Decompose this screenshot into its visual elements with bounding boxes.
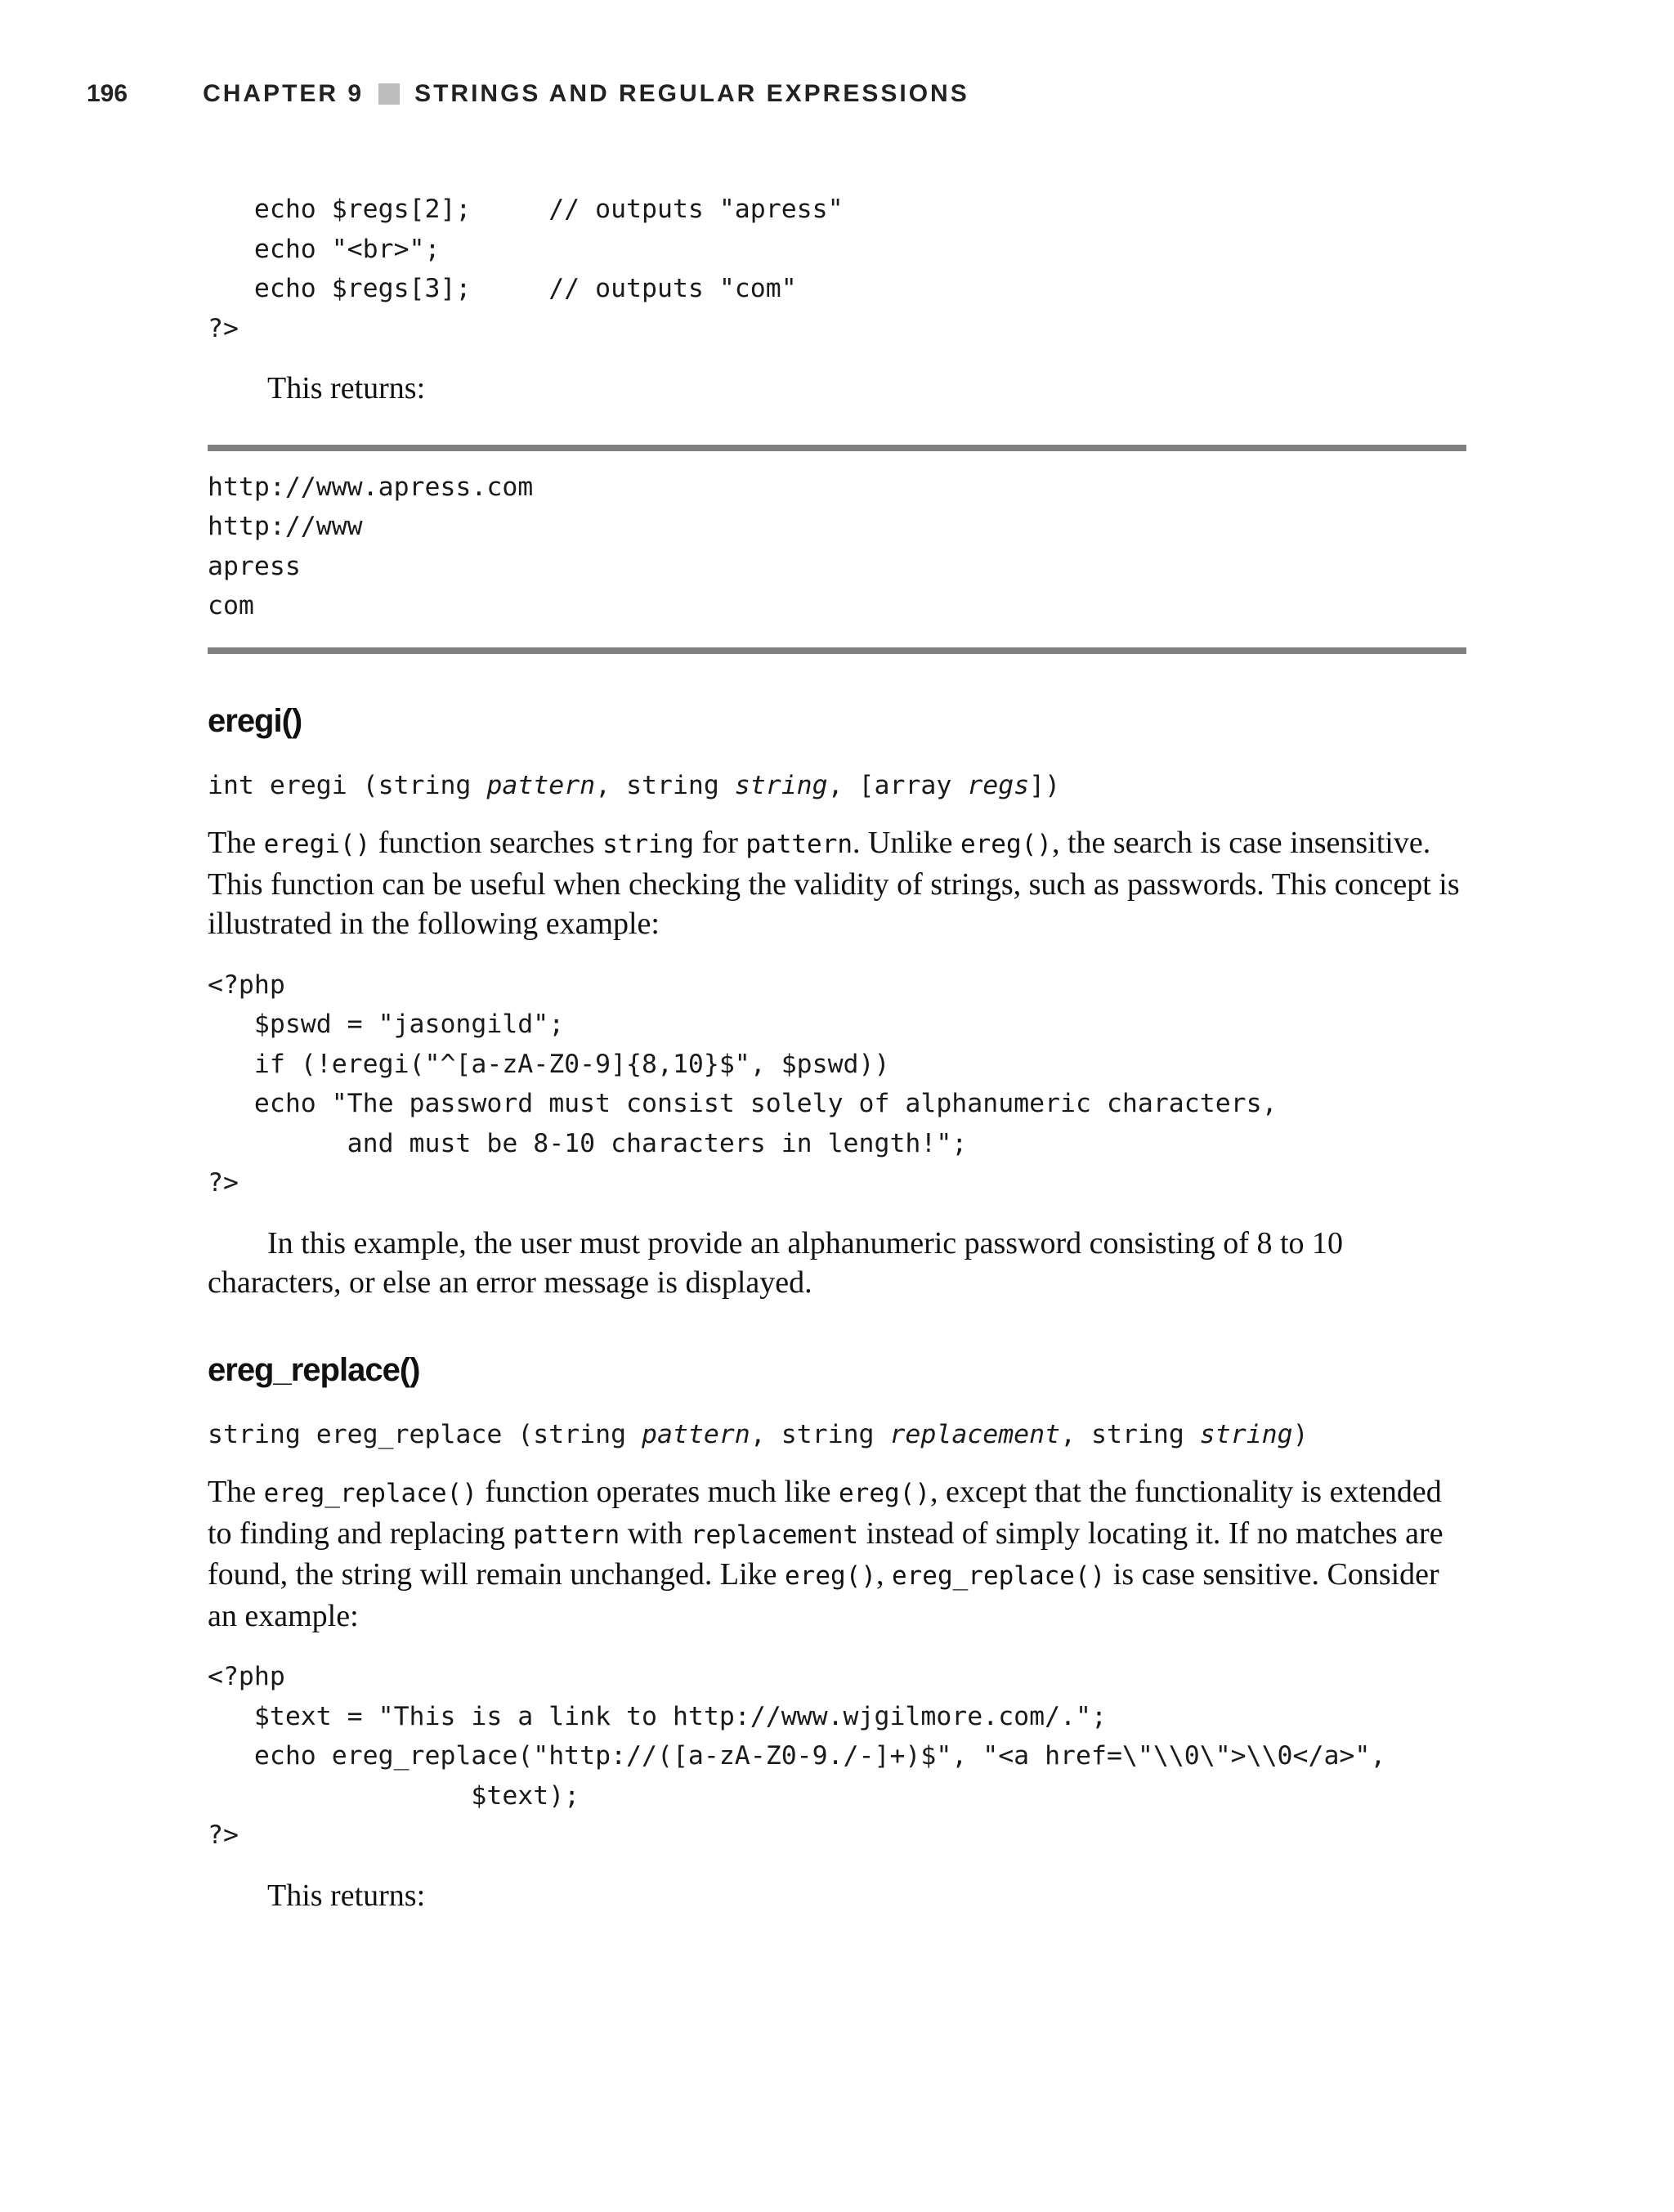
code-line: and must be 8-10 characters in length!"; xyxy=(208,1128,968,1158)
code-line: $text = "This is a link to http://www.wjgilmore.com/."; xyxy=(208,1701,1107,1731)
desc-text: The xyxy=(208,826,264,860)
code-block-eregi xyxy=(208,965,1466,1203)
sig-param: replacement xyxy=(889,1419,1061,1449)
sig-param: string xyxy=(1199,1419,1293,1449)
sig-param: string xyxy=(734,770,828,800)
desc-text: is case sensitive. Consider an example: xyxy=(208,1557,1439,1633)
code-line: $text); xyxy=(208,1780,580,1811)
sig-text: int eregi (string xyxy=(208,770,487,800)
inline-code: pattern xyxy=(512,1520,620,1550)
output-line: http://www xyxy=(208,512,363,541)
sig-text: , string xyxy=(1060,1419,1200,1449)
sig-param: pattern xyxy=(486,770,596,800)
code-line: ?> xyxy=(208,1820,239,1850)
code-line: echo "<br>"; xyxy=(208,234,441,264)
eregi-explanation: In this example, the user must provide an alphanumeric password consisting of 8 to 10 characters, or else an error message is displayed. xyxy=(208,1225,1344,1300)
output-line: http://www.apress.com xyxy=(208,472,534,502)
inline-code: ereg() xyxy=(960,830,1052,859)
desc-text: The xyxy=(208,1475,264,1509)
desc-text: with xyxy=(620,1516,691,1551)
code-line: echo "The password must consist solely of alphanumeric characters, xyxy=(208,1089,1278,1118)
sig-text: , string xyxy=(595,770,735,800)
inline-code: pattern xyxy=(745,830,853,859)
eregi-description xyxy=(208,823,1466,944)
code-line: <?php xyxy=(208,1662,285,1691)
section-heading-ereg-replace: ereg_replace() xyxy=(208,1351,420,1388)
chapter-title: STRINGS AND REGULAR EXPRESSIONS xyxy=(414,80,969,107)
code-line: ?> xyxy=(208,1168,239,1198)
code-block-top xyxy=(208,190,1466,348)
inline-code: eregi() xyxy=(263,830,371,859)
code-block-ereg-replace xyxy=(208,1657,1466,1856)
sig-text: ) xyxy=(1292,1419,1309,1449)
inline-code: ereg_replace() xyxy=(263,1479,477,1508)
output-line: apress xyxy=(208,551,301,581)
code-line: echo $regs[2]; // outputs "apress" xyxy=(208,195,844,224)
sig-text: string ereg_replace (string xyxy=(208,1419,642,1449)
desc-text: , the search is case insensitive. This function can be useful when checking the validity of strings, such as passwords. This concept is illustrated in the following example: xyxy=(208,826,1460,941)
desc-text: function operates much like xyxy=(477,1475,839,1509)
code-line: echo $regs[3]; // outputs "com" xyxy=(208,274,797,303)
desc-text: instead of simply locating it. If no matches are found, the string will remain unchanged. Like xyxy=(208,1516,1443,1592)
inline-code: string xyxy=(602,830,695,859)
desc-text: , except that the functionality is extended to finding and replacing xyxy=(208,1475,1442,1551)
page-content xyxy=(208,190,1466,1915)
returns-text-1: This returns: xyxy=(267,371,426,405)
desc-text: function searches xyxy=(370,826,603,860)
code-line: $pswd = "jasongild"; xyxy=(208,1010,565,1039)
running-header xyxy=(87,80,969,108)
output-block-1 xyxy=(208,468,1466,626)
sig-param: regs xyxy=(967,770,1030,800)
returns-text-2: This returns: xyxy=(267,1878,426,1913)
code-line: echo ereg_replace("http://([a-zA-Z0-9./-]+)$", "<a href=\"\\0\">\\0</a>", xyxy=(208,1741,1386,1771)
chapter-label: CHAPTER 9 xyxy=(203,80,365,107)
ereg-replace-description xyxy=(208,1472,1466,1636)
desc-text: , xyxy=(875,1557,892,1592)
function-signature-eregi xyxy=(208,766,1466,806)
page-number: 196 xyxy=(87,80,128,107)
sig-text: , string xyxy=(750,1419,890,1449)
inline-code: ereg() xyxy=(839,1479,930,1508)
inline-code: replacement xyxy=(690,1520,859,1550)
code-line: <?php xyxy=(208,969,285,1000)
sig-param: pattern xyxy=(642,1419,750,1449)
code-line: if (!eregi("^[a-zA-Z0-9]{8,10}$", $pswd)) xyxy=(208,1049,890,1079)
header-separator-square xyxy=(378,83,400,105)
output-line: com xyxy=(208,591,254,620)
inline-code: ereg() xyxy=(785,1561,876,1591)
code-line: ?> xyxy=(208,313,239,343)
sig-text: , [array xyxy=(827,770,968,800)
function-signature-ereg-replace xyxy=(208,1415,1466,1455)
inline-code: ereg_replace() xyxy=(891,1561,1106,1591)
output-box-1 xyxy=(208,445,1466,654)
desc-text: for xyxy=(694,826,746,860)
desc-text: . Unlike xyxy=(853,826,960,860)
section-heading-eregi: eregi() xyxy=(208,702,302,739)
sig-text: ]) xyxy=(1029,770,1061,800)
